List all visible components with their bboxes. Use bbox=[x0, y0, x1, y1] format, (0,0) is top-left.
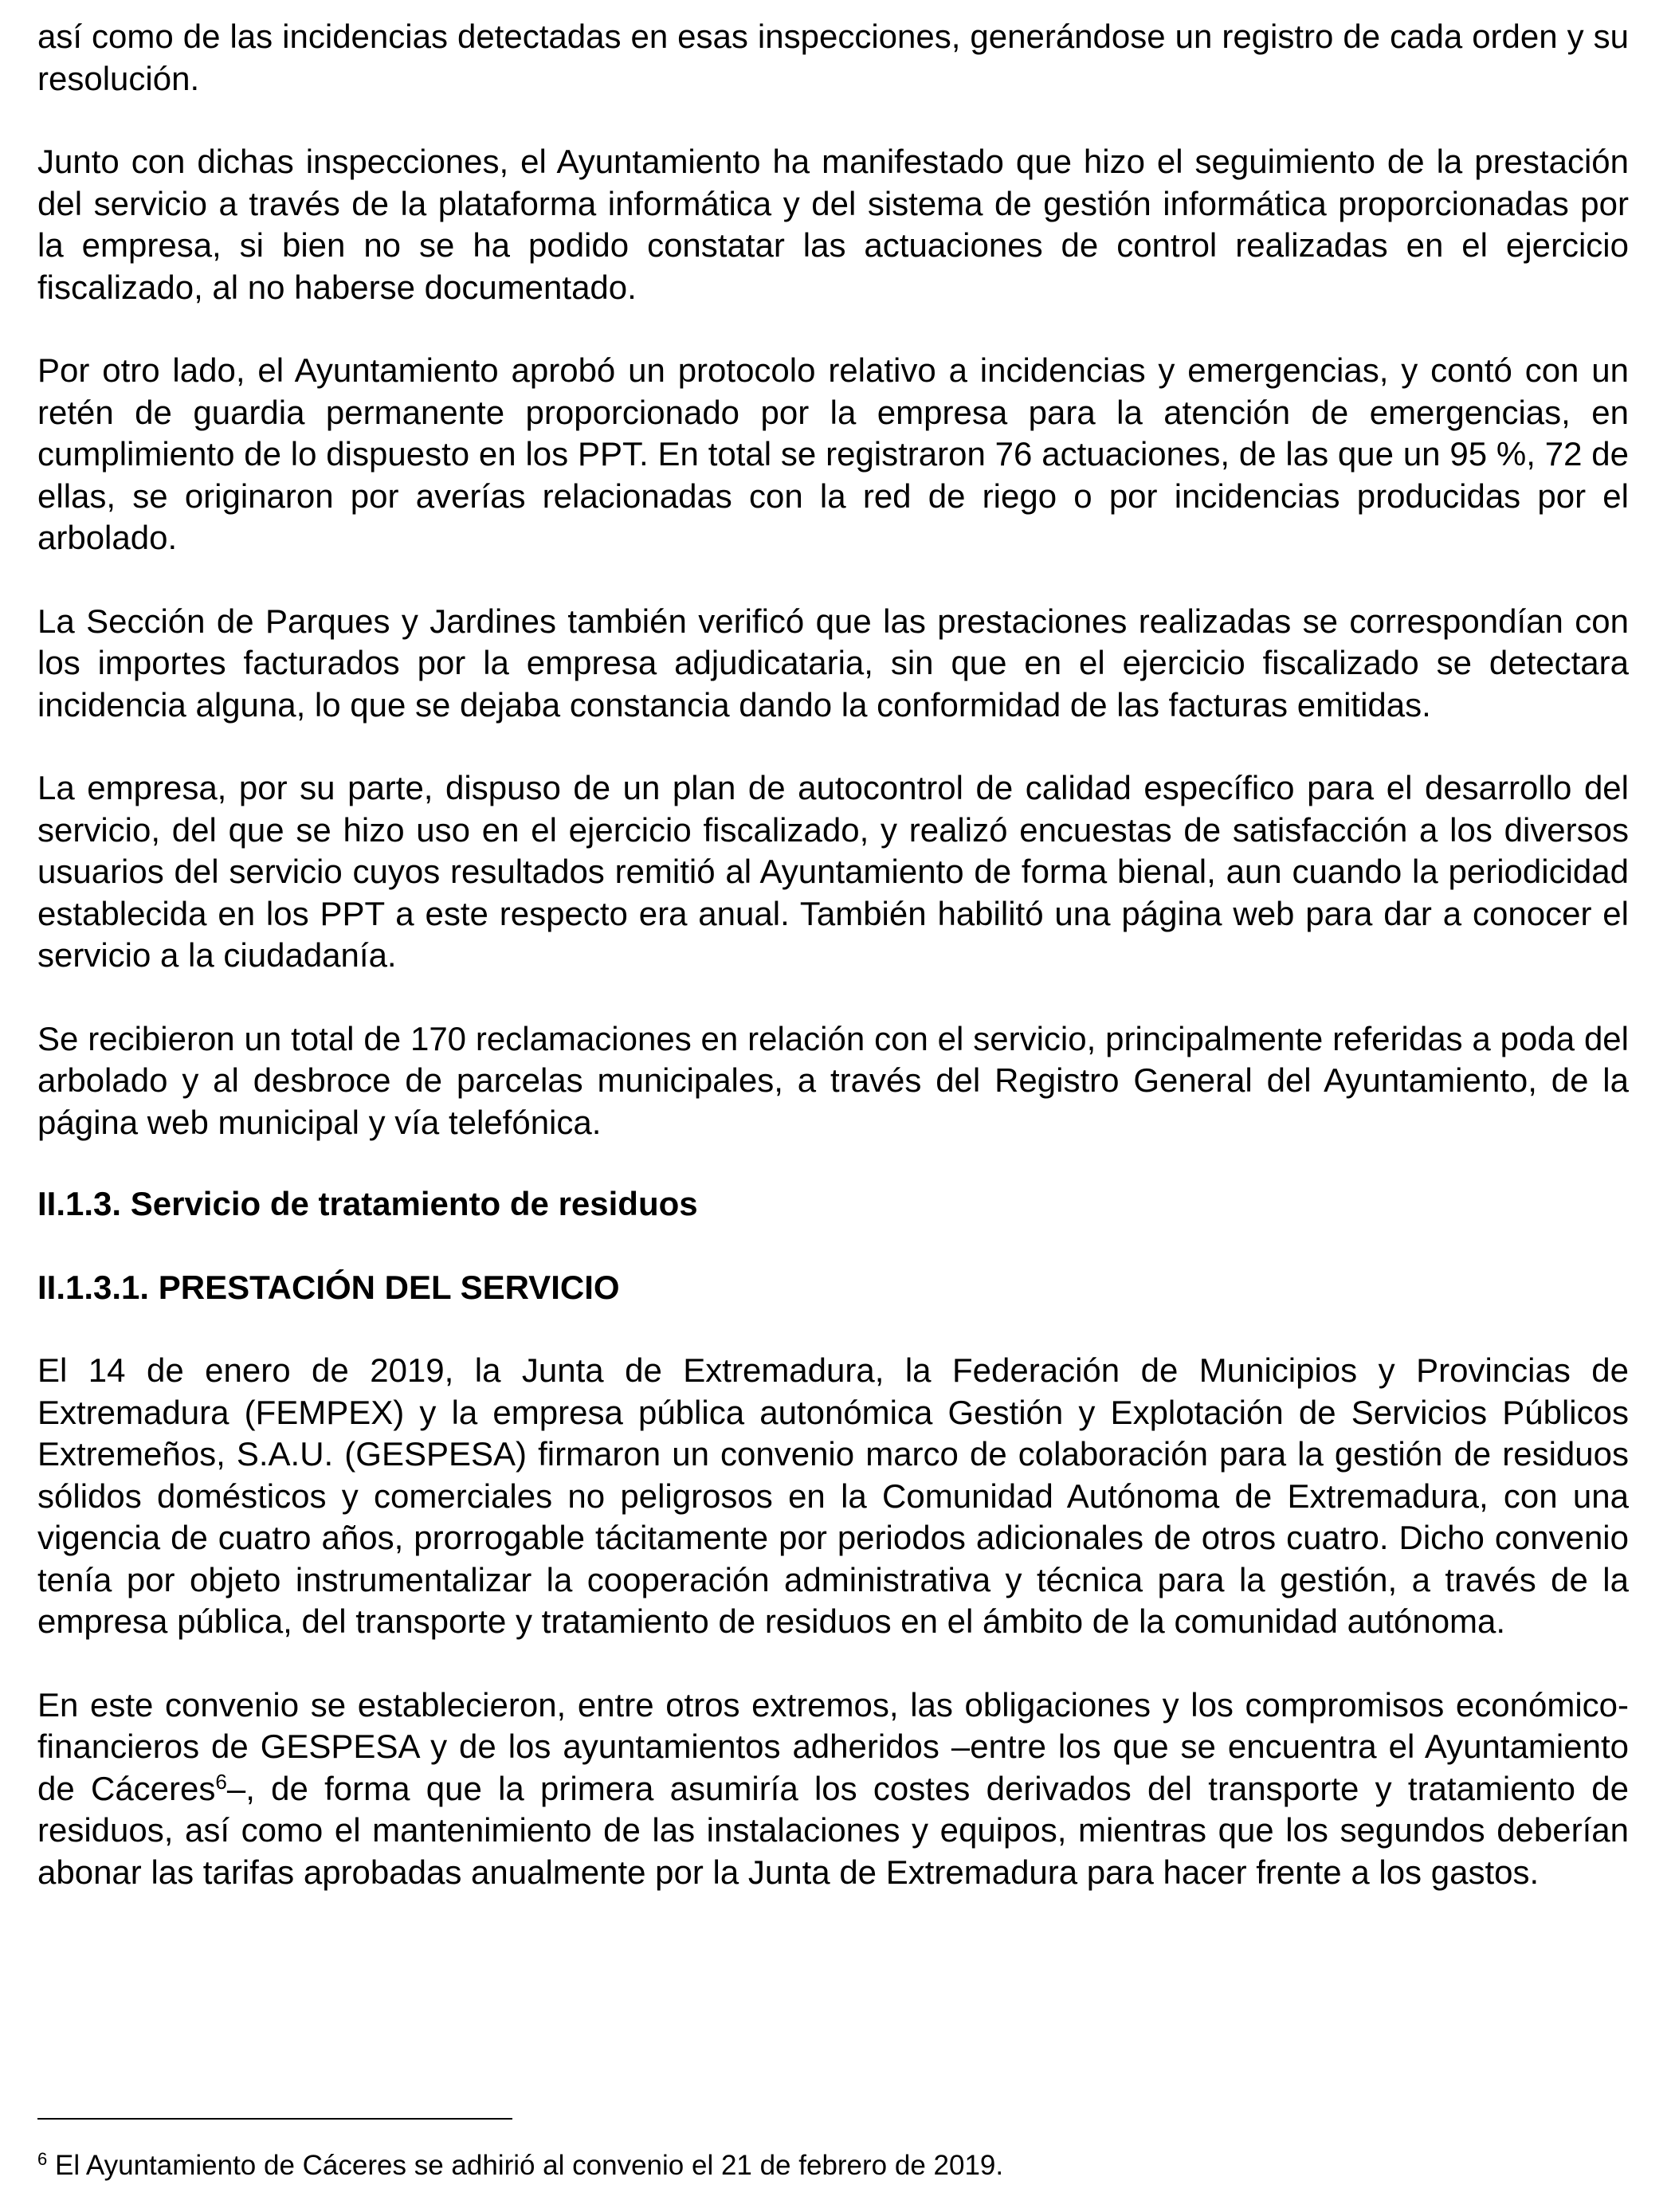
subsection-heading: II.1.3.1. PRESTACIÓN DEL SERVICIO bbox=[37, 1268, 620, 1306]
footnote-separator bbox=[37, 2118, 512, 2120]
paragraph-7: El 14 de enero de 2019, la Junta de Extremadura, la Federación de Municipios y Provincias de Extremadura (FEMPEX) y la empresa pública autonómica Gestión y Explotación de Servicios Públicos Extremeños, S.A.U. (GESPESA) firmaron un convenio marco de colaboración para la gestión de residuos sólidos domésticos y comerciales no peligrosos en la Comunidad Autónoma de Extremadura, con una vigencia de cuatro años, prorrogable tácitamente por periodos adicionales de otros cuatro. Dicho convenio tenía por objeto instrumentalizar la cooperación administrativa y técnica para la gestión, a través de la empresa pública, del transporte y tratamiento de residuos en el ámbito de la comunidad autónoma. bbox=[37, 1351, 1629, 1640]
footnote-text: El Ayuntamiento de Cáceres se adhirió al convenio el 21 de febrero de 2019. bbox=[47, 2150, 1004, 2181]
paragraph-8-text-end: –, de forma que la primera asumiría los costes derivados del transporte y tratamiento de residuos, así como el mantenimiento de las instalaciones y equipos, mientras que los segundos deberían abonar las tarifas aprobadas anualmente por la Junta de Extremadura para hacer frente a los gastos. bbox=[37, 1769, 1629, 1891]
footnote bbox=[37, 2149, 1003, 2183]
footnote-number: 6 bbox=[37, 2149, 48, 2169]
paragraph-1: así como de las incidencias detectadas en esas inspecciones, generándose un registro de cada orden y su resolución. bbox=[37, 18, 1629, 97]
footnote-reference[interactable]: 6 bbox=[215, 1769, 227, 1794]
paragraph-8 bbox=[37, 1684, 1629, 1894]
paragraph-5: La empresa, por su parte, dispuso de un plan de autocontrol de calidad específico para el desarrollo del servicio, del que se hizo uso en el ejercicio fiscalizado, y realizó encuestas de satisfacción a los diversos usuarios del servicio cuyos resultados remitió al Ayuntamiento de forma bienal, aun cuando la periodicidad establecida en los PPT a este respecto era anual. También habilitó una página web para dar a conocer el servicio a la ciudadanía. bbox=[37, 769, 1629, 974]
section-heading: II.1.3. Servicio de tratamiento de residuos bbox=[37, 1185, 698, 1222]
paragraph-6: Se recibieron un total de 170 reclamaciones en relación con el servicio, principalmente referidas a poda del arbolado y al desbroce de parcelas municipales, a través del Registro General del Ayuntamiento, de la página web municipal y vía telefónica. bbox=[37, 1019, 1629, 1141]
paragraph-4: La Sección de Parques y Jardines también verificó que las prestaciones realizadas se correspondían con los importes facturados por la empresa adjudicataria, sin que en el ejercicio fiscalizado se detectara incidencia alguna, lo que se dejaba constancia dando la conformidad de las facturas emitidas. bbox=[37, 602, 1629, 724]
paragraph-8-text-start: En este convenio se establecieron, entre otros extremos, las obligaciones y los compromisos económico-financieros de GESPESA y de los ayuntamientos adheridos –entre los que se encuentra el Ayuntamiento de Cáceres bbox=[37, 1685, 1629, 1807]
document-body bbox=[37, 16, 1629, 1893]
paragraph-3: Por otro lado, el Ayuntamiento aprobó un protocolo relativo a incidencias y emergencias, y contó con un retén de guardia permanente proporcionado por la empresa para la atención de emergencias, en cumplimiento de lo dispuesto en los PPT. En total se registraron 76 actuaciones, de las que un 95 %, 72 de ellas, se originaron por averías relacionadas con la red de riego o por incidencias producidas por el arbolado. bbox=[37, 351, 1629, 556]
paragraph-2: Junto con dichas inspecciones, el Ayuntamiento ha manifestado que hizo el seguimiento de la prestación del servicio a través de la plataforma informática y del sistema de gestión informática proporcionadas por la empresa, si bien no se ha podido constatar las actuaciones de control realizadas en el ejercicio fiscalizado, al no haberse documentado. bbox=[37, 143, 1629, 306]
